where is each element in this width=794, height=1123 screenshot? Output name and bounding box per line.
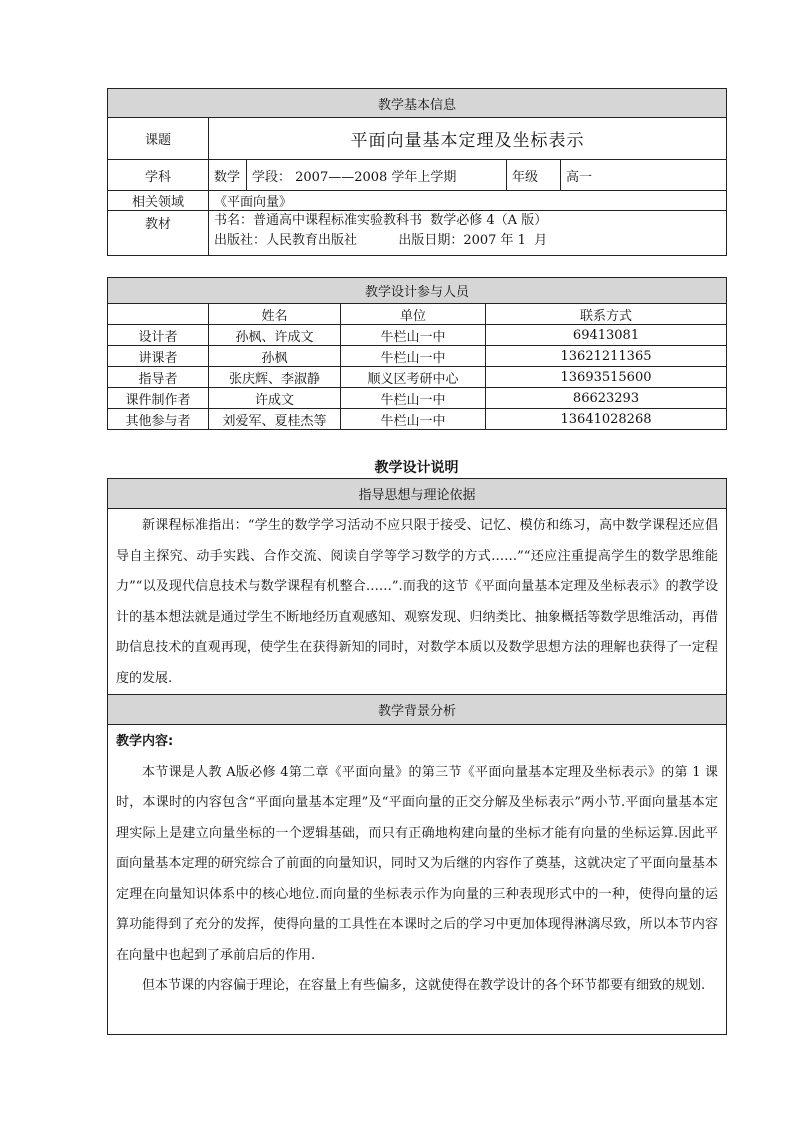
subject-value: 数学: [209, 160, 247, 191]
guiding-paragraph-cell: [108, 509, 727, 695]
column-header-name: 姓名: [209, 304, 341, 325]
participants-header: 教学设计参与人员: [108, 278, 727, 304]
content-paragraph-2: 但本节课的内容偏于理论，在容量上有些偏多，这就使得在教学设计的各个环节都要有细致的规划.: [142, 978, 706, 993]
textbook-value: [209, 211, 727, 256]
unit-cell: 顺义区考研中心: [341, 367, 486, 388]
table-row: [108, 409, 727, 430]
role-cell: 课件制作者: [108, 388, 209, 409]
design-section-title: 教学设计说明: [374, 460, 459, 476]
textbook-line1: 书名：普通高中课程标准实验教科书 数学必修 4（A 版）: [214, 213, 548, 228]
period-text: 学段： 2007——2008 学年上学期: [247, 160, 507, 191]
contact-cell: 13641028268: [486, 409, 727, 430]
role-cell: 设计者: [108, 325, 209, 346]
table-row: [108, 346, 727, 367]
unit-cell: 牛栏山一中: [341, 346, 486, 367]
unit-cell: 牛栏山一中: [341, 409, 486, 430]
name-cell: 张庆辉、李淑静: [209, 367, 341, 388]
design-table: [107, 478, 727, 1035]
column-header: [108, 304, 209, 325]
topic-value: 平面向量基本定理及坐标表示: [209, 118, 727, 160]
name-cell: 孙枫、许成文: [209, 325, 341, 346]
field-label: 相关领域: [108, 191, 209, 211]
subject-label: 学科: [108, 160, 209, 191]
contact-cell: 13693515600: [486, 367, 727, 388]
role-cell: 其他参与者: [108, 409, 209, 430]
field-value: 《平面向量》: [209, 191, 727, 211]
role-cell: 讲课者: [108, 346, 209, 367]
contact-cell: 13621211365: [486, 346, 727, 367]
contact-cell: 69413081: [486, 325, 727, 346]
participants-table: [107, 277, 727, 430]
content-paragraph-1: 本节课是人教 A版必修 4第二章《平面向量》的第三节《平面向量基本定理及坐标表示》的第 1 课时，本课时的内容包含“平面向量基本定理”及“平面向量的正交分解及坐标表示”两小节.平面向量基本定理实际上是建立向量坐标的一个逻辑基础，而只有正确地构建向量的坐标才能有向量的坐标运算.因此平面向量基本定理的研究综合了前面的向量知识，同时又为后继的内容作了奠基，这就决定了平面向量基本定理在向量知识体系中的核心地位.而向量的坐标表示作为向量的三种表现形式中的一种，使得向量的运算功能得到了充分的发挥，使得向量的工具性在本课时之后的学习中更加体现得淋漓尽致，所以本节内容在向量中也起到了承前启后的作用.: [116, 764, 718, 963]
name-cell: 许成文: [209, 388, 341, 409]
content-label: 教学内容:: [116, 734, 174, 749]
basic-info-table: [107, 88, 727, 256]
role-cell: 指导者: [108, 367, 209, 388]
table-row: [108, 388, 727, 409]
textbook-label: 教材: [108, 211, 209, 256]
background-header: 教学背景分析: [108, 695, 727, 725]
column-header-unit: 单位: [341, 304, 486, 325]
unit-cell: 牛栏山一中: [341, 388, 486, 409]
table-row: [108, 325, 727, 346]
guiding-paragraph: 新课程标准指出：“学生的数学学习活动不应只限于接受、记忆、模仿和练习，高中数学课程还应倡导自主探究、动手实践、合作交流、阅读自学等学习数学的方式……”“还应注重提高学生的数学思维能力”“以及现代信息技术与数学课程有机整合……”.而我的这节《平面向量基本定理及坐标表示》的教学设计的基本想法就是通过学生不断地经历直观感知、观察发现、归纳类比、抽象概括等数学思维活动，再借助信息技术的直观再现，使学生在获得新知的同时，对数学本质以及数学思想方法的理解也获得了一定程度的发展.: [116, 518, 718, 686]
grade-value: 高一: [561, 160, 727, 191]
basic-info-header: 教学基本信息: [108, 89, 727, 118]
guiding-header: 指导思想与理论依据: [108, 479, 727, 509]
name-cell: 孙枫: [209, 346, 341, 367]
unit-cell: 牛栏山一中: [341, 325, 486, 346]
contact-cell: 86623293: [486, 388, 727, 409]
column-header-contact: 联系方式: [486, 304, 727, 325]
table-row: [108, 367, 727, 388]
name-cell: 刘爱军、夏桂杰等: [209, 409, 341, 430]
grade-label: 年级: [507, 160, 561, 191]
textbook-line2: 出版社：人民教育出版社 出版日期：2007 年 1 月: [214, 233, 548, 248]
background-paragraph-cell: [108, 725, 727, 1035]
topic-label: 课题: [108, 118, 209, 160]
